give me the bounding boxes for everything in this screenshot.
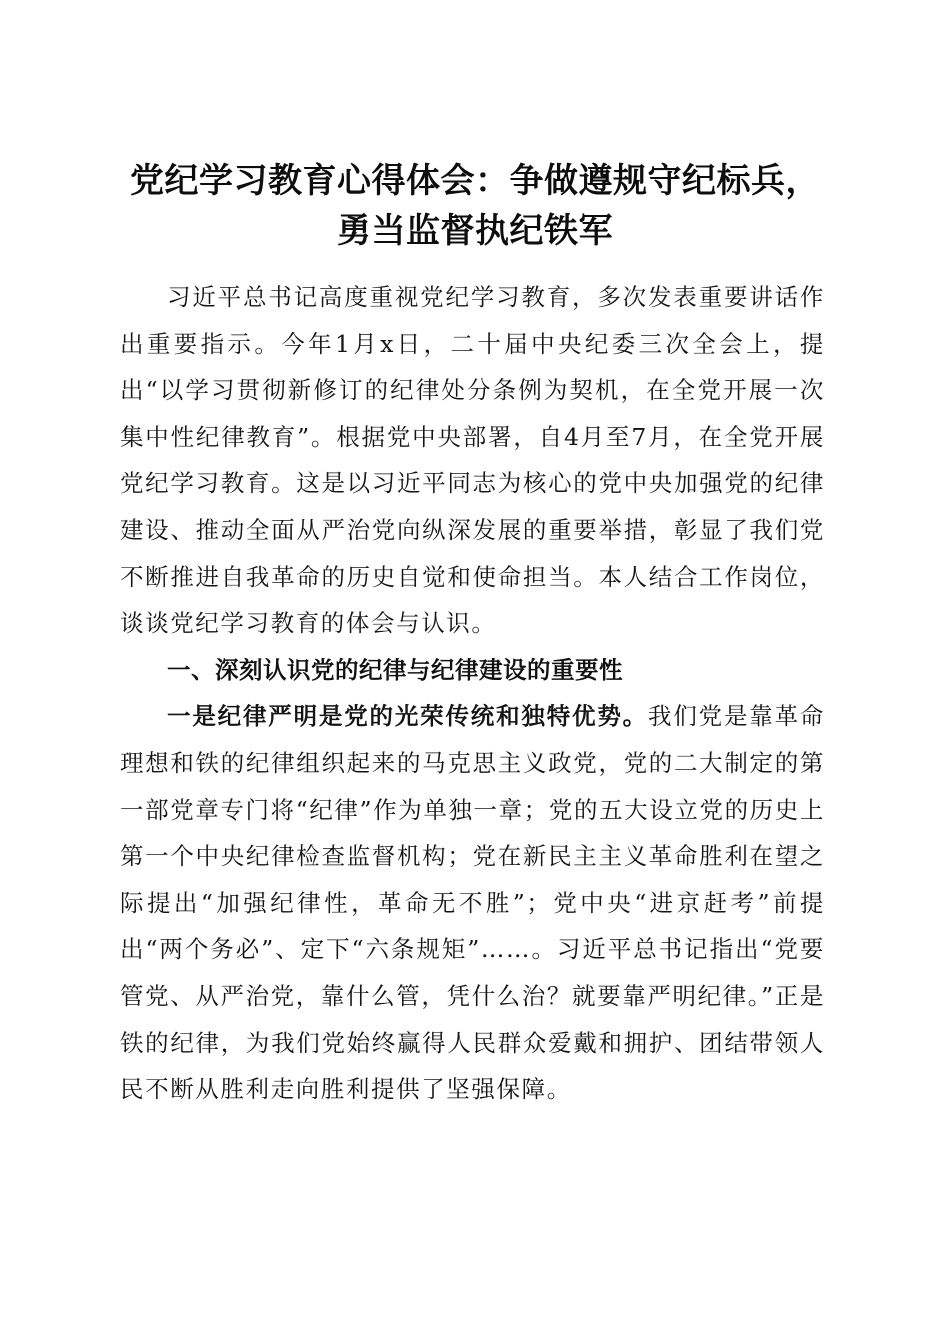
intro-paragraph: 习近平总书记高度重视党纪学习教育，多次发表重要讲话作出重要指示。今年1月x日，二十届中央纪委三次全会上，提出“以学习贯彻新修订的纪律处分条例为契机，在全党开展一次集中性纪律教育”。根据党中央部署，自4月至7月，在全党开展党纪学习教育。这是以习近平同志为核心的党中央加强党的纪律建设、推动全面从严治党向纵深发展的重要举措，彰显了我们党不断推进自我革命的历史自觉和使命担当。本人结合工作岗位，谈谈党纪学习教育的体会与认识。 xyxy=(120,283,825,638)
section-1-lead-sentence: 一是纪律严明是党的光荣传统和独特优势。 xyxy=(167,702,648,731)
section-1-heading: 一、深刻认识党的纪律与纪律建设的重要性 xyxy=(167,655,623,684)
section-1-paragraph xyxy=(120,693,825,1112)
document-title xyxy=(100,156,850,256)
title-line-2: 勇当监督执纪铁军 xyxy=(337,210,613,251)
section-1-body-text: 我们党是靠革命理想和铁的纪律组织起来的马克思主义政党，党的二大制定的第一部党章专门将“纪律”作为单独一章；党的五大设立党的历史上第一个中央纪律检查监督机构；党在新民主主义革命胜利在望之际提出“加强纪律性，革命无不胜”；党中央“进京赶考”前提出“两个务必”、定下“六条规矩”……。习近平总书记指出“党要管党、从严治党，靠什么管，凭什么治？就要靠严明纪律。”正是铁的纪律，为我们党始终赢得人民群众爱戴和拥护、团结带领人民不断从胜利走向胜利提供了坚强保障。 xyxy=(120,702,825,1104)
title-line-1: 党纪学习教育心得体会：争做遵规守纪标兵， xyxy=(130,160,820,201)
document-body xyxy=(120,274,825,1113)
